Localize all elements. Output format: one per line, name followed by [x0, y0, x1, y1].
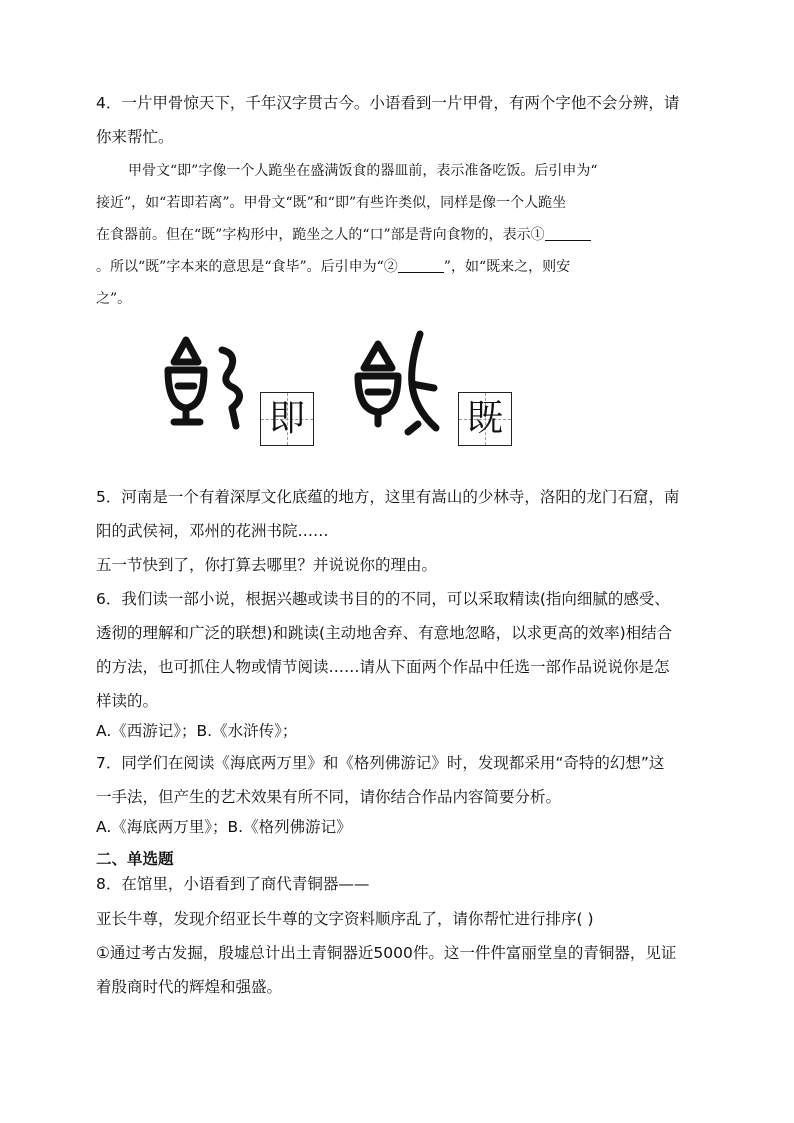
q6-line-2: 透彻的理解和广泛的联想)和跳读(主动地舍弃、有意地忽略，以求更高的效率)相结合 — [96, 624, 673, 642]
oracle-jì-glyph — [348, 324, 458, 444]
answer-blank-1[interactable] — [545, 224, 591, 241]
q4-passage-text: 在食器前。但在“既”字构形中，跪坐之人的“口”部是背向食物的，表示① — [96, 227, 545, 243]
q4-passage-text-a: 。所以“既”字本来的意思是“食毕”。后引申为“② — [96, 259, 398, 275]
q8-line-2: 亚长牛尊，发现介绍亚长牛尊的文字资料顺序乱了，请你帮忙进行排序( ) — [96, 910, 594, 928]
character-jì: 既 — [466, 398, 503, 439]
q7-line-1: 7．同学们在阅读《海底两万里》和《格列佛游记》时，发现都采用“奇特的幻想”这 — [96, 754, 665, 772]
q8-line-3: ①通过考古发掘，殷墟总计出土青铜器近5000件。这一件件富丽堂皇的青铜器，见证 — [96, 944, 677, 962]
q4-passage-line-1: 甲骨文“即”字像一个人跪坐在盛满饭食的器皿前，表示准备吃饭。后引申为“ — [128, 163, 598, 179]
q6-line-3: 的方法，也可抓住人物或情节阅读……请从下面两个作品中任选一部作品说说你是怎 — [96, 658, 670, 676]
q6-line-4: 样读的。 — [96, 692, 159, 710]
q5-line-2: 阳的武侯祠，邓州的花洲书院…… — [96, 522, 329, 540]
character-box-jì — [458, 392, 512, 446]
oracle-ji-glyph — [160, 330, 260, 440]
q6-options: A.《西游记》；B.《水浒传》； — [96, 722, 298, 740]
q4-passage-line-4 — [96, 252, 700, 282]
answer-blank-2[interactable] — [398, 256, 444, 273]
section-heading-single-choice: 二、单选题 — [96, 850, 174, 868]
q7-line-2: 一手法，但产生的艺术效果有所不同，请你结合作品内容简要分析。 — [96, 788, 562, 806]
q6-line-1: 6．我们读一部小说，根据兴趣或读书目的的不同，可以采取精读(指向细腻的感受、 — [96, 590, 670, 608]
character-box-ji — [260, 392, 314, 446]
character-ji: 即 — [268, 398, 305, 439]
q4-passage-line-3 — [96, 220, 700, 250]
q4-passage-line-5: 之”。 — [96, 291, 132, 307]
q7-options: A.《海底两万里》；B.《格列佛游记》 — [96, 818, 352, 836]
q8-line-4: 着殷商时代的辉煌和强盛。 — [96, 978, 283, 996]
q8-line-1: 8．在馆里，小语看到了商代青铜器—— — [96, 875, 370, 893]
oracle-bone-figure — [160, 330, 540, 460]
q4-passage-text-b: ”，如“既来之，则安 — [443, 259, 571, 275]
q5-line-3: 五一节快到了，你打算去哪里？并说说你的理由。 — [96, 556, 438, 574]
q4-passage-line-2: 接近”，如“若即若离”。甲骨文“既”和“即”有些许类似，同样是像一个人跪坐 — [96, 195, 567, 211]
q5-line-1: 5．河南是一个有着深厚文化底蕴的地方，这里有嵩山的少林寺，洛阳的龙门石窟，南 — [96, 488, 680, 506]
q4-line-2: 你来帮忙。 — [96, 128, 174, 146]
q4-line-1: 4．一片甲骨惊天下，千年汉字贯古今。小语看到一片甲骨，有两个字他不会分辨，请 — [96, 94, 680, 112]
